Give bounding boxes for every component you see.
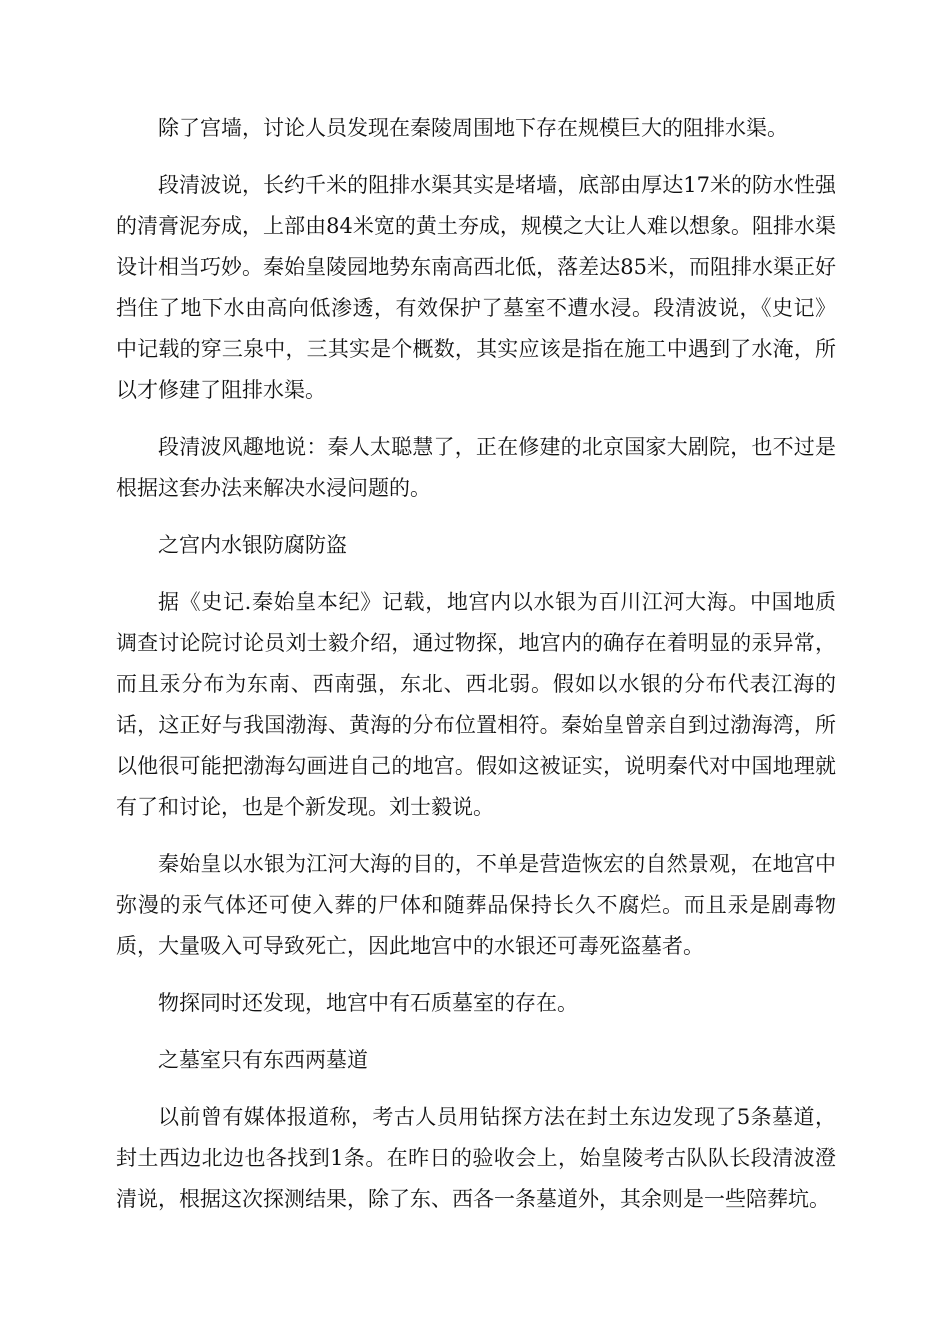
paragraph-2: 段清波说，长约千米的阻排水渠其实是堵墙，底部由厚达17米的防水性强的清膏泥夯成，上部由84米宽的黄土夯成，规模之大让人难以想象。阻排水渠设计相当巧妙。秦始皇陵园地势东南高西北低，落差达85米，而阻排水渠正好挡住了地下水由高向低渗透，有效保护了墓室不遭水浸。段清波说，《史记》中记载的穿三泉中，三其实是个概数，其实应该是指在施工中遇到了水淹，所以才修建了阻排水渠。 — [116, 173, 836, 402]
paragraph-7: 以前曾有媒体报道称，考古人员用钻探方法在封土东边发现了5条墓道，封土西边北边也各找到1条。在昨日的验收会上，始皇陵考古队队长段清波澄清说，根据这次探测结果，除了东、西各一条墓道外，其余则是一些陪葬坑。 — [116, 1105, 836, 1211]
paragraph-4: 据《史记.秦始皇本纪》记载，地宫内以水银为百川江河大海。中国地质调查讨论院讨论员刘士毅介绍，通过物探，地宫内的确存在着明显的汞异常，而且汞分布为东南、西南强，东北、西北弱。假如以水银的分布代表江海的话，这正好与我国渤海、黄海的分布位置相符。秦始皇曾亲自到过渤海湾，所以他很可能把渤海勾画进自己的地宫。假如这被证实，说明秦代对中国地理就有了和讨论，也是个新发现。刘士毅说。 — [116, 590, 836, 819]
paragraph-6: 物探同时还发现，地宫中有石质墓室的存在。 — [158, 991, 578, 1015]
section-heading-tomb-passages: 之墓室只有东西两墓道 — [158, 1048, 368, 1072]
section-heading-mercury: 之宫内水银防腐防盗 — [158, 533, 347, 557]
document-body — [116, 108, 836, 1236]
paragraph-5: 秦始皇以水银为江河大海的目的，不单是营造恢宏的自然景观，在地宫中弥漫的汞气体还可使入葬的尸体和随葬品保持长久不腐烂。而且汞是剧毒物质，大量吸入可导致死亡，因此地宫中的水银还可毒死盗墓者。 — [116, 852, 836, 958]
paragraph-3: 段清波风趣地说：秦人太聪慧了，正在修建的北京国家大剧院，也不过是根据这套办法来解决水浸问题的。 — [116, 435, 836, 500]
paragraph-1: 除了宫墙，讨论人员发现在秦陵周围地下存在规模巨大的阻排水渠。 — [158, 116, 788, 140]
